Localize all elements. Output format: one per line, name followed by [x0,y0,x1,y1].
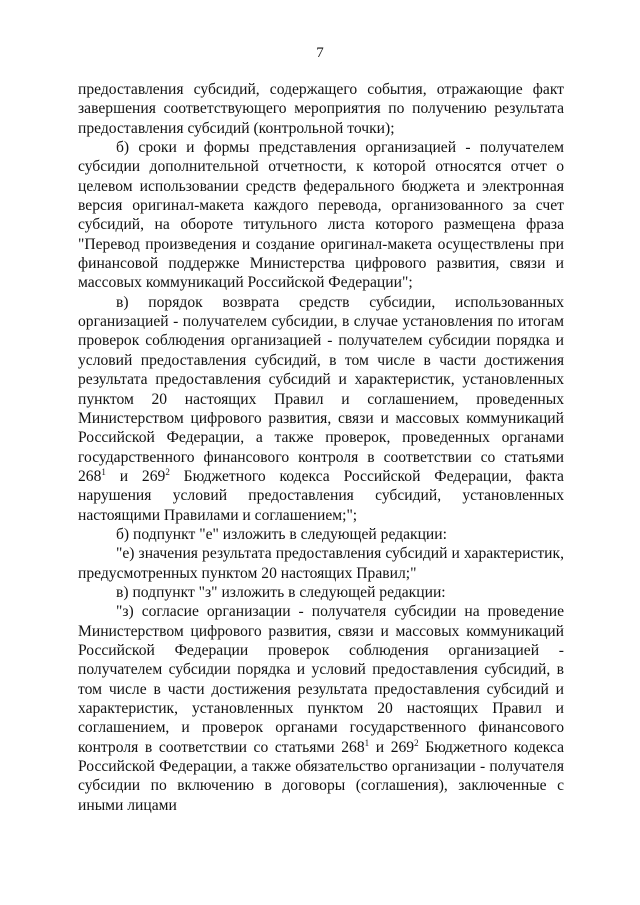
paragraph-text: Бюджетного кодекса Российской Федерации, факта нарушения условий предоставления субсидий, установленных настоящими Правилами и соглашением;"; [78,467,564,524]
paragraph-amendment-z-text [78,602,564,815]
paragraph-amendment-z: в) подпункт "з" изложить в следующей редакции: [116,583,446,601]
paragraph-continuation: предоставления субсидий, содержащего события, отражающие факт завершения соответствующего мероприятия по получению результата предоставления субсидий (контрольной точки); [78,81,564,137]
paragraph-item-v-return-procedure [78,293,564,525]
superscript: 1 [101,466,106,477]
superscript: 2 [165,466,170,477]
paragraph-text: "з) согласие организации - получателя субсидии на проведение Министерством цифрового развития, связи и массовых коммуникаций Российской Федерации проверок соблюдения организацией - получателем субсидии порядка и условий предоставления субсидий, в том числе в части достижения результата предоставления субсидий и характеристик, установленных пунктом 20 настоящих Правил и соглашением, и проверок органами государственного финансового контроля в соответствии со статьями 268 [78,603,564,756]
paragraph-item-b-deadlines: б) сроки и формы представления организацией - получателем субсидии дополнительной отчетности, к которой относятся отчет о целевом использовании средств федерального бюджета и электронная версия оригинал-макета каждого перевода, организованного за счет субсидий, на обороте титульного листа которого размещена фраза "Перевод произведения и создание оригинал-макета осуществлены при финансовой поддержке Министерства цифрового развития, связи и массовых коммуникаций Российской Федерации"; [78,139,564,292]
paragraph-text: в) порядок возврата средств субсидии, использованных организацией - получателем субсидии, в случае установления по итогам проверок соблюдения организацией - получателем субсидии порядка и условий предоставления субсидий, в том числе в части достижения результата предоставления субсидий и характеристик, установленных пунктом 20 настоящих Правил и соглашением, проведенных Министерством цифрового развития, связи и массовых коммуникаций Российской Федерации, а также проверок, проведенных органами государственного финансового контроля в соответствии со статьями 268 [78,293,564,485]
superscript: 1 [364,737,370,748]
paragraph-amendment-e: б) подпункт "е" изложить в следующей редакции: [116,525,447,543]
paragraph-text: Бюджетного кодекса Российской Федерации, а также обязательство организации - получателя субсидии по включению в договоры (соглашения), заключенные с иными лицами [78,738,565,814]
paragraph-text: и 269 [105,467,166,485]
page-number: 7 [316,45,324,61]
paragraph-amendment-e-text: "е) значения результата предоставления субсидий и характеристик, предусмотренных пунктом 20 настоящих Правил;" [78,545,564,582]
document-body [78,80,564,815]
superscript: 2 [414,737,419,748]
paragraph-text: и 269 [369,738,415,756]
